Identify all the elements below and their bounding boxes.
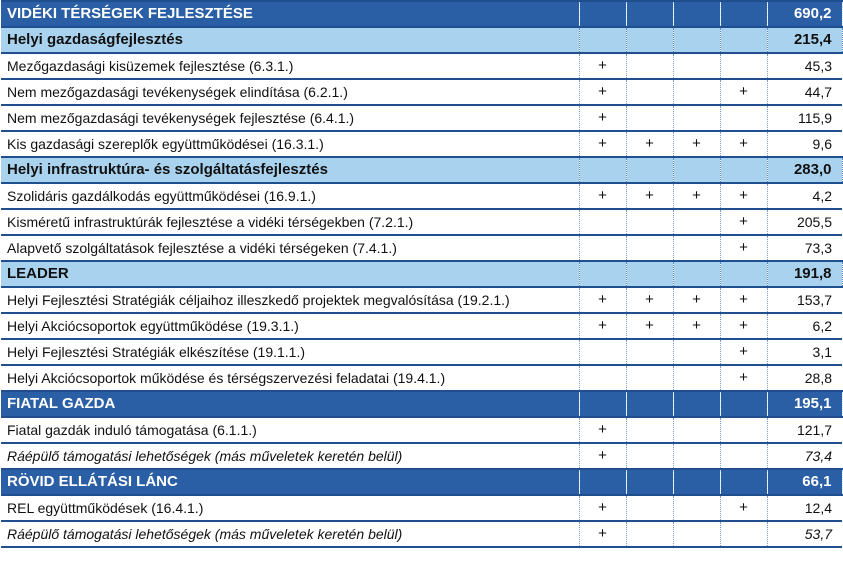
measure-row — [1, 53, 842, 79]
amount-value: 115,9 — [767, 105, 842, 131]
row-label: Ráépülő támogatási lehetőségek (más műveletek keretén belül) — [1, 443, 579, 469]
funding-table-body — [1, 1, 842, 547]
mark-cell-4 — [720, 27, 767, 53]
mark-cell-4 — [720, 521, 767, 547]
mark-cell-2 — [626, 443, 673, 469]
row-label: Nem mezőgazdasági tevékenységek elindítása (6.2.1.) — [1, 79, 579, 105]
measure-row — [1, 209, 842, 235]
mark-cell-2 — [626, 209, 673, 235]
mark-cell-2 — [626, 157, 673, 183]
amount-value: 12,4 — [767, 495, 842, 521]
mark-cell-1: + — [579, 183, 626, 209]
mark-cell-2 — [626, 391, 673, 417]
mark-cell-1: + — [579, 495, 626, 521]
mark-cell-3 — [673, 339, 720, 365]
measure-row — [1, 287, 842, 313]
mark-cell-4 — [720, 261, 767, 287]
subsection-header-row — [1, 261, 842, 287]
mark-cell-2: + — [626, 183, 673, 209]
mark-cell-4 — [720, 469, 767, 495]
mark-cell-3 — [673, 417, 720, 443]
measure-row — [1, 235, 842, 261]
row-label: Helyi Fejlesztési Stratégiák céljaihoz illeszkedő projektek megvalósítása (19.2.1.) — [1, 287, 579, 313]
mark-cell-3 — [673, 157, 720, 183]
row-label: Helyi infrastruktúra- és szolgáltatásfejlesztés — [1, 157, 579, 183]
amount-value: 45,3 — [767, 53, 842, 79]
mark-cell-3 — [673, 53, 720, 79]
section-header-row — [1, 469, 842, 495]
measure-row — [1, 495, 842, 521]
row-label: Alapvető szolgáltatások fejlesztése a vidéki térségeken (7.4.1.) — [1, 235, 579, 261]
mark-cell-1 — [579, 469, 626, 495]
mark-cell-3 — [673, 79, 720, 105]
mark-cell-1 — [579, 209, 626, 235]
row-label: Kisméretű infrastruktúrák fejlesztése a vidéki térségekben (7.2.1.) — [1, 209, 579, 235]
mark-cell-1: + — [579, 53, 626, 79]
mark-cell-2 — [626, 1, 673, 27]
mark-cell-4: + — [720, 79, 767, 105]
measure-row — [1, 521, 842, 547]
mark-cell-3: + — [673, 313, 720, 339]
row-label: Helyi Akciócsoportok működése és térségszervezési feladatai (19.4.1.) — [1, 365, 579, 391]
row-label: Nem mezőgazdasági tevékenységek fejlesztése (6.4.1.) — [1, 105, 579, 131]
mark-cell-1: + — [579, 443, 626, 469]
mark-cell-2 — [626, 235, 673, 261]
mark-cell-2 — [626, 521, 673, 547]
mark-cell-1 — [579, 1, 626, 27]
mark-cell-3 — [673, 105, 720, 131]
mark-cell-3 — [673, 235, 720, 261]
row-label: Helyi Fejlesztési Stratégiák elkészítése (19.1.1.) — [1, 339, 579, 365]
mark-cell-1: + — [579, 131, 626, 157]
mark-cell-1: + — [579, 521, 626, 547]
mark-cell-3 — [673, 1, 720, 27]
mark-cell-3 — [673, 521, 720, 547]
row-label: Helyi Akciócsoportok együttműködése (19.3.1.) — [1, 313, 579, 339]
row-label: Szolidáris gazdálkodás együttműködései (16.9.1.) — [1, 183, 579, 209]
amount-value: 9,6 — [767, 131, 842, 157]
amount-value: 690,2 — [767, 1, 842, 27]
mark-cell-2 — [626, 105, 673, 131]
mark-cell-4: + — [720, 131, 767, 157]
subsection-header-row — [1, 27, 842, 53]
subsection-header-row — [1, 157, 842, 183]
mark-cell-4 — [720, 53, 767, 79]
mark-cell-1: + — [579, 105, 626, 131]
mark-cell-2 — [626, 53, 673, 79]
mark-cell-3: + — [673, 287, 720, 313]
amount-value: 191,8 — [767, 261, 842, 287]
mark-cell-2 — [626, 495, 673, 521]
amount-value: 6,2 — [767, 313, 842, 339]
mark-cell-3: + — [673, 131, 720, 157]
row-label: Kis gazdasági szereplők együttműködései (16.3.1.) — [1, 131, 579, 157]
row-label: Mezőgazdasági kisüzemek fejlesztése (6.3.1.) — [1, 53, 579, 79]
mark-cell-1 — [579, 235, 626, 261]
amount-value: 195,1 — [767, 391, 842, 417]
mark-cell-2: + — [626, 313, 673, 339]
mark-cell-4: + — [720, 183, 767, 209]
amount-value: 121,7 — [767, 417, 842, 443]
mark-cell-4: + — [720, 209, 767, 235]
amount-value: 153,7 — [767, 287, 842, 313]
mark-cell-3 — [673, 443, 720, 469]
mark-cell-4: + — [720, 365, 767, 391]
mark-cell-3 — [673, 365, 720, 391]
measure-row — [1, 443, 842, 469]
mark-cell-1 — [579, 261, 626, 287]
section-header-row — [1, 391, 842, 417]
mark-cell-4: + — [720, 235, 767, 261]
mark-cell-4 — [720, 157, 767, 183]
measure-row — [1, 183, 842, 209]
row-label: LEADER — [1, 261, 579, 287]
amount-value: 205,5 — [767, 209, 842, 235]
mark-cell-3 — [673, 209, 720, 235]
mark-cell-4 — [720, 443, 767, 469]
mark-cell-4 — [720, 1, 767, 27]
row-label: Ráépülő támogatási lehetőségek (más műveletek keretén belül) — [1, 521, 579, 547]
measure-row — [1, 105, 842, 131]
mark-cell-1: + — [579, 79, 626, 105]
mark-cell-4: + — [720, 339, 767, 365]
measure-row — [1, 417, 842, 443]
row-label: RÖVID ELLÁTÁSI LÁNC — [1, 469, 579, 495]
mark-cell-1 — [579, 339, 626, 365]
mark-cell-2: + — [626, 287, 673, 313]
row-label: REL együttműködések (16.4.1.) — [1, 495, 579, 521]
mark-cell-3 — [673, 261, 720, 287]
mark-cell-4: + — [720, 313, 767, 339]
amount-value: 4,2 — [767, 183, 842, 209]
mark-cell-3 — [673, 495, 720, 521]
amount-value: 53,7 — [767, 521, 842, 547]
mark-cell-1 — [579, 391, 626, 417]
mark-cell-3 — [673, 27, 720, 53]
amount-value: 73,3 — [767, 235, 842, 261]
mark-cell-3: + — [673, 183, 720, 209]
measure-row — [1, 79, 842, 105]
measure-row — [1, 131, 842, 157]
amount-value: 44,7 — [767, 79, 842, 105]
section-header-row — [1, 1, 842, 27]
mark-cell-3 — [673, 469, 720, 495]
measure-row — [1, 313, 842, 339]
mark-cell-4 — [720, 391, 767, 417]
amount-value: 283,0 — [767, 157, 842, 183]
mark-cell-2 — [626, 261, 673, 287]
mark-cell-4 — [720, 105, 767, 131]
row-label: VIDÉKI TÉRSÉGEK FEJLESZTÉSE — [1, 1, 579, 27]
mark-cell-4: + — [720, 495, 767, 521]
amount-value: 28,8 — [767, 365, 842, 391]
mark-cell-1 — [579, 157, 626, 183]
mark-cell-2: + — [626, 131, 673, 157]
mark-cell-1: + — [579, 287, 626, 313]
mark-cell-2 — [626, 79, 673, 105]
funding-table — [1, 0, 843, 548]
amount-value: 73,4 — [767, 443, 842, 469]
mark-cell-4 — [720, 417, 767, 443]
mark-cell-2 — [626, 469, 673, 495]
row-label: Fiatal gazdák induló támogatása (6.1.1.) — [1, 417, 579, 443]
mark-cell-2 — [626, 339, 673, 365]
mark-cell-1 — [579, 365, 626, 391]
mark-cell-1 — [579, 27, 626, 53]
mark-cell-1: + — [579, 313, 626, 339]
amount-value: 3,1 — [767, 339, 842, 365]
mark-cell-2 — [626, 365, 673, 391]
mark-cell-2 — [626, 27, 673, 53]
mark-cell-1: + — [579, 417, 626, 443]
measure-row — [1, 365, 842, 391]
measure-row — [1, 339, 842, 365]
mark-cell-4: + — [720, 287, 767, 313]
amount-value: 66,1 — [767, 469, 842, 495]
row-label: Helyi gazdaságfejlesztés — [1, 27, 579, 53]
row-label: FIATAL GAZDA — [1, 391, 579, 417]
mark-cell-3 — [673, 391, 720, 417]
amount-value: 215,4 — [767, 27, 842, 53]
mark-cell-2 — [626, 417, 673, 443]
